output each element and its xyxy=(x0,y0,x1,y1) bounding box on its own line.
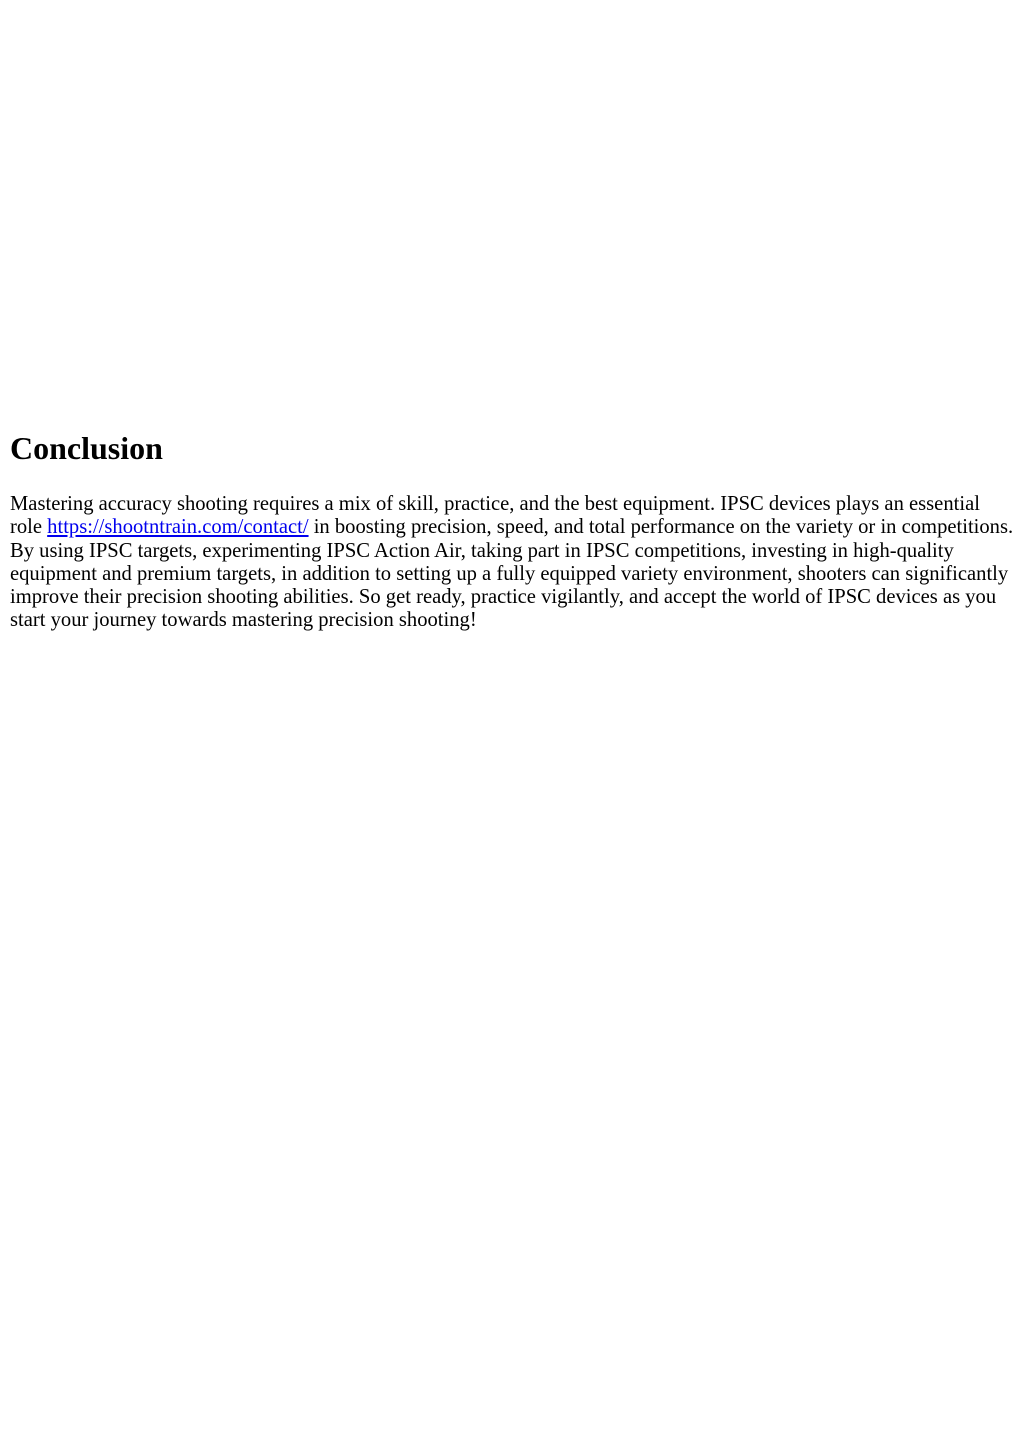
article-content xyxy=(10,428,1014,633)
paragraph-text-after-link: in boosting precision, speed, and total performance on the variety or in competitions. By using IPSC targets, experimenting IPSC Action Air, taking part in IPSC competitions, investing in high-quality equipment and premium targets, in addition to setting up a fully equipped variety environment, shooters can significantly improve their precision shooting abilities. So get ready, practice vigilantly, and accept the world of IPSC devices as you start your journey towards mastering precision shooting! xyxy=(10,516,1014,632)
conclusion-paragraph xyxy=(10,493,1014,633)
paragraph-text-before-link: Mastering accuracy shooting requires a mix of skill, practice, and the best equipment. IPSC devices plays an essential role xyxy=(10,493,980,539)
contact-link[interactable]: https://shootntrain.com/contact/ xyxy=(47,516,309,539)
section-heading: Conclusion xyxy=(10,430,163,466)
